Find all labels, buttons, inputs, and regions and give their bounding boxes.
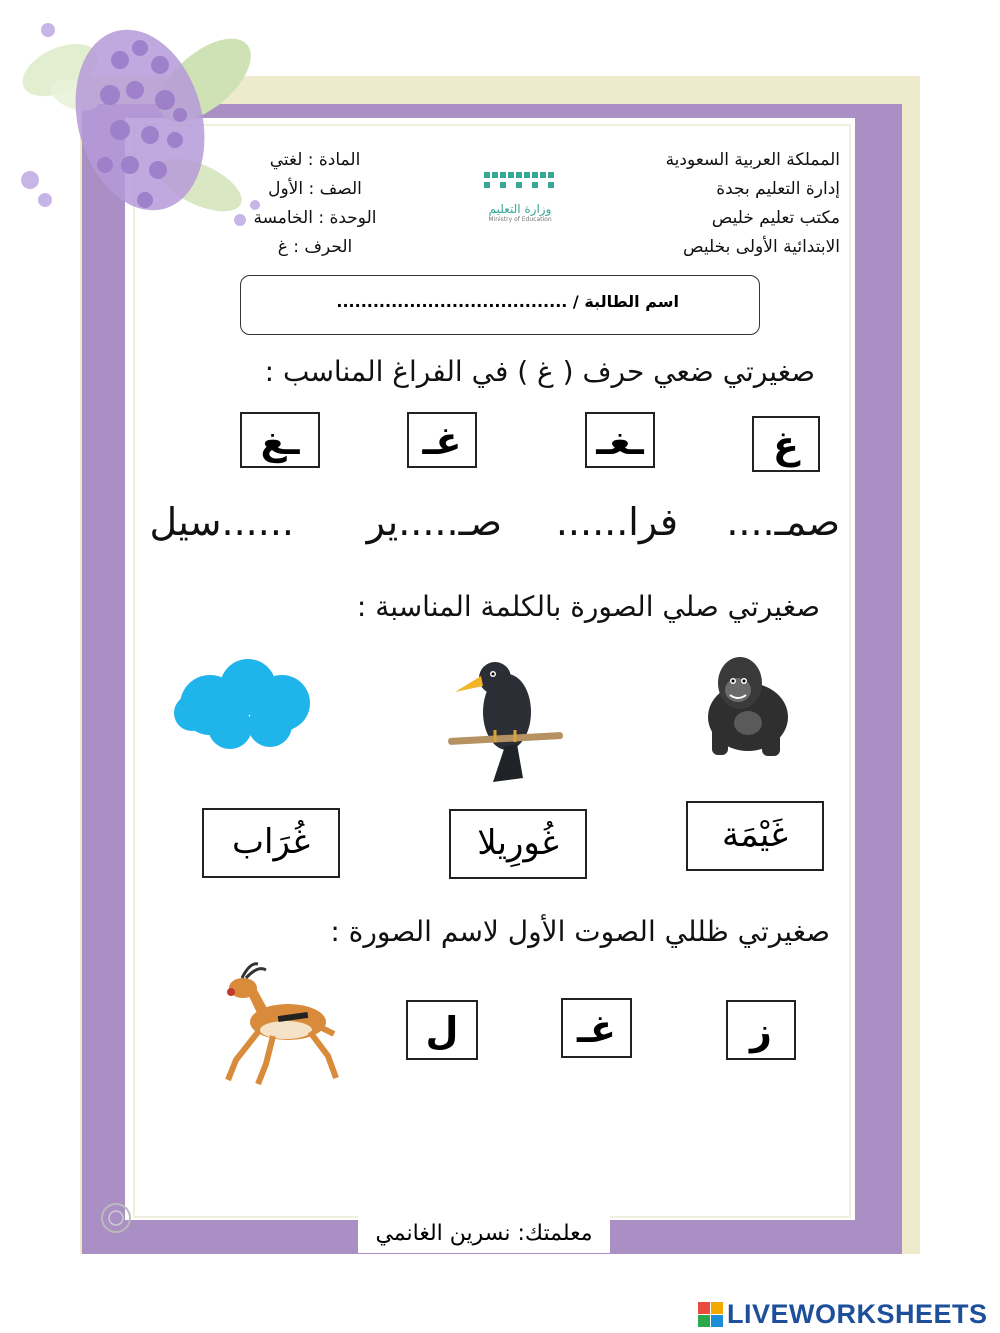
school-header [540,146,840,262]
word-card[interactable]: غُرَاب [202,808,340,878]
section2-instruction: صغيرتي صلي الصورة بالكلمة المناسبة : [356,590,820,623]
liveworksheets-text: LIVEWORKSHEETS [727,1298,988,1329]
sound-letter-box[interactable]: ل [406,1000,478,1060]
teacher-name: معلمتك: نسرين الغانمي [358,1215,610,1253]
gazelle-picture[interactable] [218,960,343,1088]
sound-letter-box[interactable]: غـ [561,998,632,1058]
logo-text-ar: وزارة التعليم [488,202,552,216]
header-line: الحرف : غ [277,237,353,257]
letter-form-box[interactable]: غـ [407,412,477,468]
gorilla-picture[interactable] [700,645,795,760]
letter-form-box[interactable]: غ [752,416,820,472]
section3-instruction: صغيرتي ظللي الصوت الأول لاسم الصورة : [330,915,830,948]
header-line: إدارة التعليم بجدة [716,179,840,199]
blank-word[interactable]: صمـ.... [726,500,840,544]
blank-word[interactable]: فرا...... [555,500,678,544]
cloud-picture[interactable] [170,655,318,750]
section1-instruction: صغيرتي ضعي حرف ( غ ) في الفراغ المناسب : [264,355,815,388]
word-card[interactable]: غُورِيلا [449,809,587,879]
header-line: الصف : الأول [268,179,362,199]
letter-form-box[interactable]: ـغ [240,412,320,468]
ministry-logo [480,168,560,224]
header-line: مكتب تعليم خليص [711,208,840,228]
header-line: المملكة العربية السعودية [665,150,840,170]
header-line: الابتدائية الأولى بخليص [683,237,840,257]
header-line: المادة : لغتي [269,150,361,170]
ministry-logo-icon [480,168,560,198]
blank-word[interactable]: صـ.....ير [366,500,502,544]
word-card[interactable]: غَيْمَة [686,801,824,871]
sound-letter-box[interactable]: ز [726,1000,796,1060]
liveworksheets-icon [698,1302,723,1327]
crow-picture[interactable] [445,650,565,785]
student-name-label: اسم الطالبة / ...................................... [336,292,679,311]
liveworksheets-logo [698,1297,988,1331]
blank-word[interactable]: ......سيل [149,500,294,544]
letter-form-box[interactable]: ـغـ [585,412,655,468]
logo-text-en: Ministry of Education [488,216,552,223]
header-line: الوحدة : الخامسة [253,208,377,228]
student-name-field[interactable] [240,275,760,335]
subject-header [240,146,390,262]
stamp-icon [98,1200,134,1236]
